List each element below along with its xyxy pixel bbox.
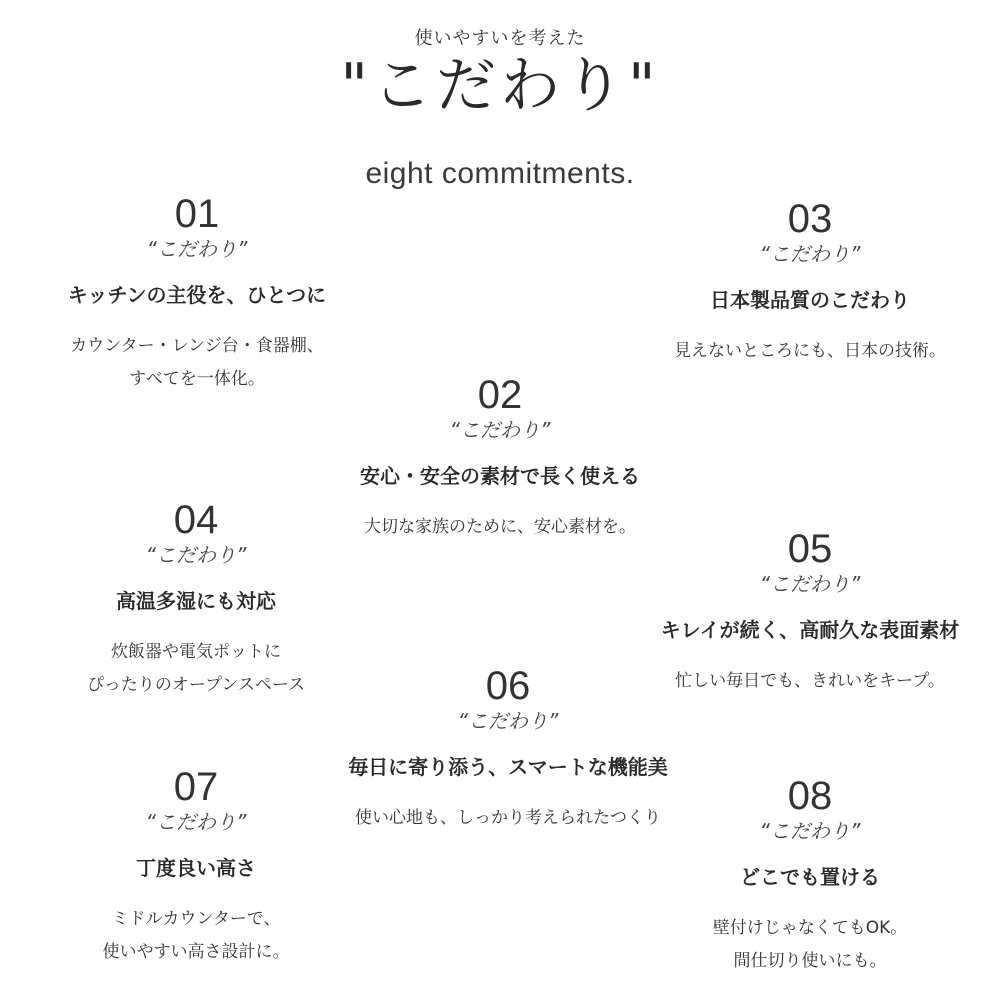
item-heading: 丁度良い高さ [136, 856, 256, 880]
description-line: 忙しい毎日でも、きれいをキープ。 [675, 671, 945, 691]
item-keyword: “こだわり” [145, 810, 247, 834]
item-number: 04 [173, 498, 219, 542]
item-heading: キッチンの主役を、ひとつに [67, 283, 327, 307]
item-number: 07 [173, 765, 219, 809]
item-heading: 高温多湿にも対応 [116, 589, 276, 613]
item-heading: 安心・安全の素材で長く使える [360, 464, 640, 488]
item-number: 01 [174, 192, 220, 236]
item-keyword: “こだわり” [146, 237, 248, 261]
item-heading: 毎日に寄り添う、スマートな機能美 [348, 755, 668, 779]
description-line: すべてを一体化。 [129, 369, 265, 389]
item-keyword: “こだわり” [449, 418, 551, 442]
item-keyword: “こだわり” [145, 543, 247, 567]
description-line: 使いやすい高さ設計に。 [102, 942, 290, 962]
item-heading: キレイが続く、高耐久な表面素材 [660, 618, 960, 642]
description-line: 壁付けじゃなくてもOK。 [712, 918, 908, 938]
item-number: 02 [477, 373, 523, 417]
item-heading: どこでも置ける [740, 865, 880, 889]
description-line: 使い心地も、しっかり考えられたつくり [355, 808, 661, 828]
item-keyword: “こだわり” [759, 572, 861, 596]
item-keyword: “こだわり” [759, 242, 861, 266]
description-line: 大切な家族のために、安心素材を。 [364, 517, 636, 537]
description-line: 見えないところにも、日本の技術。 [674, 341, 946, 361]
english-subtitle: eight commitments. [365, 157, 635, 190]
description-line: 間仕切り使いにも。 [733, 951, 887, 971]
item-number: 08 [787, 774, 833, 818]
header-subtitle: 使いやすいを考えた [414, 28, 586, 49]
item-description [610, 335, 1000, 368]
page-title: "こだわり" [340, 51, 660, 121]
description-line: カウンター・レンジ台・食器棚、 [70, 336, 324, 356]
commitment-item-08 [610, 774, 1000, 978]
item-keyword: “こだわり” [457, 709, 559, 733]
item-description [610, 912, 1000, 978]
description-line: ミドルカウンターで、 [111, 909, 281, 929]
item-number: 03 [787, 197, 833, 241]
commitment-item-01 [0, 192, 397, 396]
description-line: 炊飯器や電気ポットに [111, 642, 281, 662]
item-number: 06 [485, 664, 531, 708]
item-keyword: “こだわり” [759, 819, 861, 843]
item-heading: 日本製品質のこだわり [710, 288, 910, 312]
item-description [0, 903, 396, 969]
commitment-item-07 [0, 765, 396, 969]
item-number: 05 [787, 527, 833, 571]
description-line: ぴったりのオープンスペース [86, 675, 306, 695]
commitment-item-03 [610, 197, 1000, 368]
